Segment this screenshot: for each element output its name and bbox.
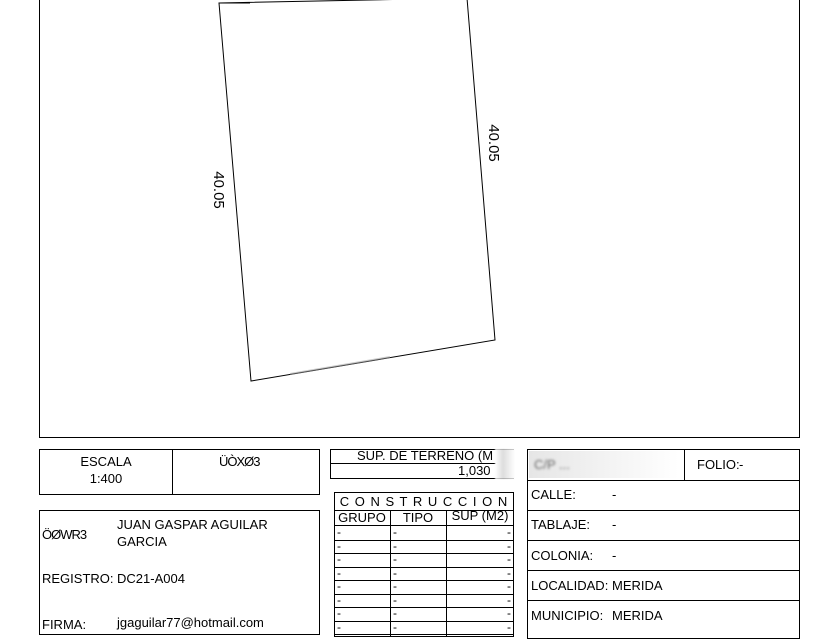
construccion-cell: -: [393, 525, 397, 539]
scale-garbled-text: ÜÒXØ3: [219, 454, 260, 469]
construccion-cell: -: [337, 525, 341, 539]
tablaje-label: TABLAJE:: [531, 517, 591, 532]
info-divider-1: [527, 510, 800, 511]
construccion-col-divider-2: [446, 510, 447, 637]
construccion-cell: -: [507, 552, 511, 566]
scale-value: 1:400: [89, 471, 123, 486]
terreno-value: 1,030: [458, 463, 491, 478]
colonia-label: COLONIA:: [531, 548, 594, 563]
construccion-cell: -: [337, 606, 341, 620]
calle-label: CALLE:: [531, 487, 576, 502]
construccion-cell: -: [393, 566, 397, 580]
construccion-cell: -: [507, 525, 511, 539]
construccion-header-grupo: GRUPO: [338, 510, 386, 525]
construccion-cell: -: [507, 579, 511, 593]
registro-value: DC21-A004: [117, 571, 185, 586]
owner-name-line2: GARCIA: [117, 534, 167, 549]
municipio-value: MERIDA: [612, 608, 663, 623]
calle-value: -: [612, 487, 617, 502]
owner-name-line1: JUAN GASPAR AGUILAR: [117, 517, 268, 532]
terreno-label: SUP. DE TERRENO (M: [357, 448, 494, 463]
info-divider-4: [527, 600, 800, 601]
construccion-cell: -: [393, 539, 397, 553]
construccion-row-divider: [334, 634, 514, 635]
info-divider-2: [527, 540, 800, 541]
tablaje-value: -: [612, 517, 617, 532]
folio-divider: [684, 449, 685, 480]
construccion-cell: -: [393, 593, 397, 607]
construccion-cell: -: [507, 620, 511, 634]
firma-value: jgaguilar77@hotmail.com: [117, 615, 264, 630]
construccion-header-sup: SUP (M2): [451, 508, 509, 523]
blurred-header-text: C/P ...: [534, 457, 570, 472]
owner-garbled-label: ÖØWR3: [42, 527, 87, 542]
colonia-value: -: [612, 548, 617, 563]
construccion-title: C O N S T R U C C I O N: [339, 494, 509, 509]
folio-value: -: [739, 457, 744, 472]
construccion-cell: -: [337, 579, 341, 593]
construccion-cell: -: [507, 539, 511, 553]
terreno-blur-area: [495, 449, 515, 479]
construccion-cell: -: [507, 606, 511, 620]
info-divider-0: [527, 480, 800, 481]
scale-divider: [172, 449, 173, 495]
construccion-cell: -: [507, 566, 511, 580]
side-length-left: 40.05: [209, 171, 227, 209]
side-length-right: 40.05: [484, 124, 502, 162]
construccion-col-divider-1: [390, 510, 391, 637]
construccion-header-tipo: TIPO: [402, 510, 434, 525]
construccion-cell: -: [393, 620, 397, 634]
construccion-cell: -: [337, 552, 341, 566]
localidad-label: LOCALIDAD:: [531, 578, 609, 593]
localidad-value: MERIDA: [612, 578, 663, 593]
construccion-cell: -: [507, 593, 511, 607]
construccion-cell: -: [337, 620, 341, 634]
construccion-cell: -: [337, 593, 341, 607]
folio-label: FOLIO:: [697, 457, 740, 472]
registro-label: REGISTRO:: [42, 571, 114, 586]
info-divider-3: [527, 570, 800, 571]
construccion-cell: -: [393, 552, 397, 566]
construccion-cell: -: [337, 566, 341, 580]
firma-label: FIRMA:: [42, 617, 87, 632]
scale-label: ESCALA: [80, 454, 132, 469]
municipio-label: MUNICIPIO:: [531, 608, 604, 623]
construccion-cell: -: [337, 539, 341, 553]
construccion-cell: -: [393, 606, 397, 620]
construccion-cell: -: [393, 579, 397, 593]
